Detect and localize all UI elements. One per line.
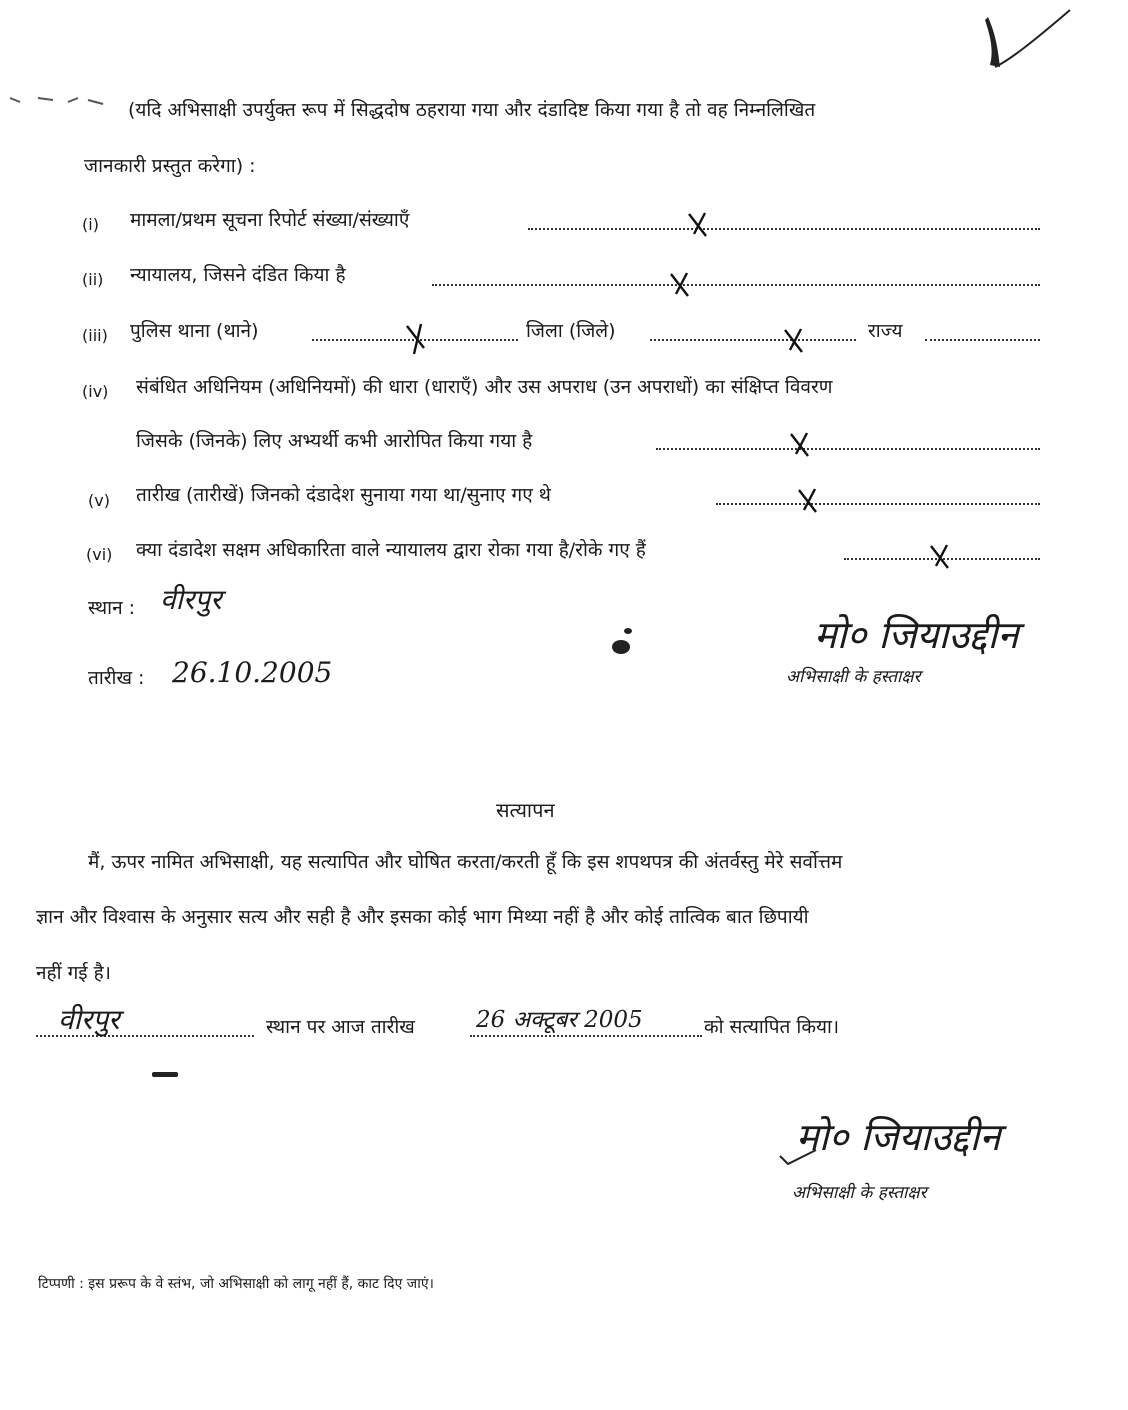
verification-date-value: 26 अक्टूबर 2005 [476,1007,643,1033]
item-text-4b: जिसके (जिनके) लिए अभ्यर्थी कभी आरोपित किया गया है [136,430,533,452]
signature-1-caption: अभिसाक्षी के हस्ताक्षर [786,667,921,687]
item-text-5: तारीख (तारीखें) जिनको दंडादेश सुनाया गया था/सुनाए गए थे [136,484,551,506]
fill-line-3b [650,339,856,341]
signature-2-tick [778,1148,818,1168]
cross-mark-5 [796,486,820,516]
signature-2-caption: अभिसाक्षी के हस्ताक्षर [792,1183,927,1203]
date-value: 26.10.2005 [172,656,333,689]
item-number-5: (v) [88,491,110,510]
item-number-6: (vi) [86,545,113,564]
cross-mark-6 [928,542,952,572]
verification-line-2: ज्ञान और विश्वास के अनुसार सत्य और सही है और इसका कोई भाग मिथ्या नहीं है और कोई तात्विक बात छिपायी [36,906,809,928]
pen-scribble-mark [960,5,1080,95]
ink-blot [612,640,630,654]
intro-line-1: (यदि अभिसाक्षी उपर्युक्त रूप में सिद्धदोष ठहराया गया और दंडादिष्ट किया गया है तो वह निम्नलिखित [128,99,816,121]
fill-line-1 [528,228,1040,230]
verification-text-a: स्थान पर आज तारीख [266,1016,415,1038]
ink-blot [152,1072,178,1077]
place-label: स्थान : [88,597,136,619]
fill-line-2 [432,284,1040,286]
item-text-3a: पुलिस थाना (थाने) [130,320,259,342]
verification-line-1: मैं, ऊपर नामित अभिसाक्षी, यह सत्यापित और घोषित करता/करती हूँ कि इस शपथपत्र की अंतर्वस्तु मेरे सर्वोत्तम [88,851,843,873]
cross-mark-4 [788,430,812,460]
fill-line-3c [925,339,1040,341]
date-label: तारीख : [88,667,145,689]
verification-line-3: नहीं गई है। [36,962,111,984]
signature-1: मो० जियाउद्दीन [814,613,1019,657]
item-text-2: न्यायालय, जिसने दंडित किया है [130,264,346,286]
item-text-4a: संबंधित अधिनियम (अधिनियमों) की धारा (धाराएँ) और उस अपराध (उन अपराधों) का संक्षिप्त विवरण [136,376,833,398]
cross-mark-1 [686,210,710,240]
item-text-6: क्या दंडादेश सक्षम अधिकारिता वाले न्यायालय द्वारा रोका गया है/रोके गए हैं [136,539,646,561]
cross-mark-3a [404,322,428,356]
verification-text-b: को सत्यापित किया। [704,1016,840,1038]
verification-title: सत्यापन [496,798,555,822]
item-number-2: (ii) [82,270,104,289]
item-text-3b: जिला (जिले) [526,320,616,342]
verification-place-value: वीरपुर [58,1003,120,1036]
signature-2: मो० जियाउद्दीन [796,1115,1001,1159]
item-number-3: (iii) [82,326,108,345]
cross-mark-2 [668,270,692,300]
item-text-1: मामला/प्रथम सूचना रिपोर्ट संख्या/संख्याएँ [130,209,410,231]
cross-mark-3b [782,326,806,356]
footer-note: टिप्पणी : इस प्ररूप के वे स्तंभ, जो अभिसाक्षी को लागू नहीं हैं, काट दिए जाएं। [38,1276,434,1292]
intro-line-2: जानकारी प्रस्तुत करेगा) : [84,155,256,177]
item-number-4: (iv) [82,382,109,401]
item-number-1: (i) [82,215,99,234]
fill-line-4 [656,448,1040,450]
ink-blot [624,628,632,634]
corner-dash-marks [8,92,108,122]
place-value: वीरपुर [160,583,222,616]
item-text-3c: राज्य [868,320,903,342]
verification-date-line [470,1035,702,1037]
fill-line-5 [716,503,1040,505]
